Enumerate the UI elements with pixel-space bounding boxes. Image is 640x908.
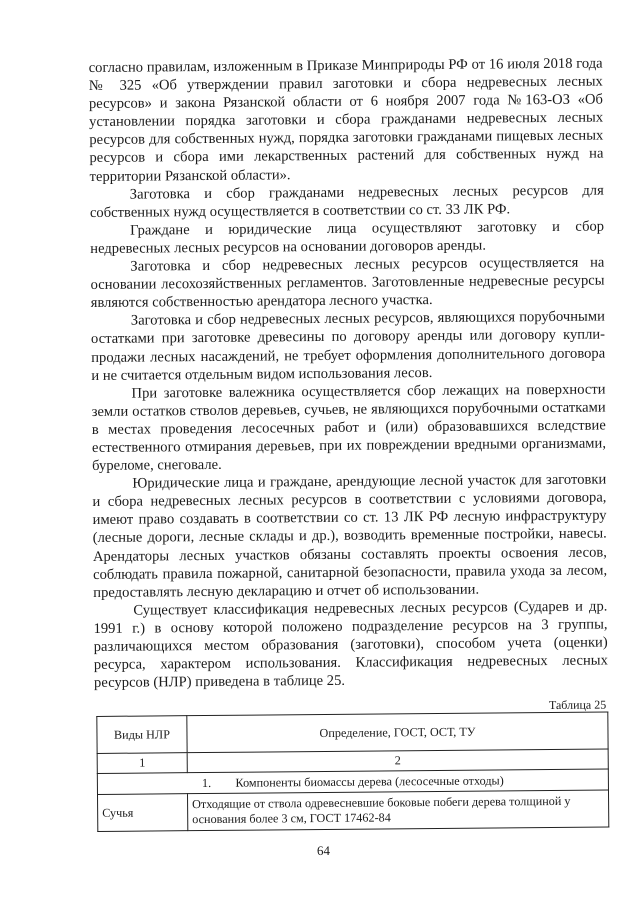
table-header-row	[97, 712, 608, 753]
nlr-classification-table	[96, 711, 609, 831]
column-number: 2	[187, 749, 608, 773]
resource-type: Сучья	[97, 794, 187, 832]
table-caption: Таблица 25	[548, 697, 607, 713]
column-header-types: Виды НЛР	[97, 716, 187, 754]
paragraph: Юридические лица и граждане, арендующие лесной участок для заготовки и сбора недревесных лесных ресурсов в соответствии с условиями договора, имеют право создавать в соответствии со ст. 13 ЛК РФ лесную инфраструктуру (лесные дороги, лесные склады и др.), возводить временные постройки, навесы. Арендаторы лесных участков обязаны составлять проекты освоения лесов, соблюдать правила пожарной, санитарной безопасности, правила ухода за лесом, предоставлять лесную декларацию и отчет об использовании.	[92, 471, 608, 601]
body-text	[89, 55, 609, 693]
section-number: 1.	[201, 775, 212, 790]
column-header-definition: Определение, ГОСТ, ОСТ, ТУ	[187, 712, 608, 753]
column-number: 1	[97, 753, 187, 774]
paragraph: Граждане и юридические лица осуществляют заготовку и сбор недревесных лесных ресурсов на основании договоров аренды.	[90, 218, 605, 257]
paragraph: Заготовка и сбор недревесных лесных ресурсов осуществляется на основании лесохозяйственных регламентов. Заготовленные недревесные ресурсы являются собственностью арендатора лесного участка.	[90, 254, 605, 312]
resource-definition: Отходящие от ствола одревесневшие боковые побеги дерева толщиной у основания более 3 см, ГОСТ 17462-84	[187, 790, 608, 831]
table-row	[97, 790, 608, 831]
page-number: 64	[316, 842, 331, 859]
paragraph: согласно правилам, изложенным в Приказе Минприроды РФ от 16 июля 2018 года № 325 «Об утверждении правил заготовки и сбора недревесных лесных ресурсов» и закона Рязанской области от 6 ноября 2007 года №163-ОЗ «Об установлении порядка заготовки и сбора гражданами недревесных лесных ресурсов для собственных нужд, порядка заготовки гражданами пищевых лесных ресурсов и сбора ими лекарственных растений для собственных нужд на территории Рязанской области».	[88, 55, 604, 185]
paragraph: Существует классификация недревесных лесных ресурсов (Сударев и др. 1991 г.) в основу которой положено подразделение ресурсов на 3 группы, различающихся местом образования (заготовки), способом учета (оценки) ресурса, характером использования. Классификация недревесных лесных ресурсов (НЛР) приведена в таблице 25.	[93, 598, 608, 692]
section-title: Компоненты биомассы дерева (лесосечные отходы)	[235, 772, 504, 790]
paragraph: Заготовка и сбор гражданами недревесных лесных ресурсов для собственных нужд осуществляется в соответствии со ст. 33 ЛК РФ.	[89, 182, 604, 221]
paragraph: При заготовке валежника осуществляется сбор лежащих на поверхности земли остатков стволов деревьев, сучьев, не являющихся порубочными остатками в местах проведения лесосечных работ и (или) образовавшихся вследствие естественного отмирания деревьев, при их повреждении вредными организмами, буреломе, снеговале.	[91, 381, 607, 475]
paragraph: Заготовка и сбор недревесных лесных ресурсов, являющихся порубочными остатками при заготовке древесины по договору аренды или договору купли-продажи лесных насаждений, не требует оформления дополнительного договора и не считается отдельным видом использования лесов.	[90, 308, 606, 384]
